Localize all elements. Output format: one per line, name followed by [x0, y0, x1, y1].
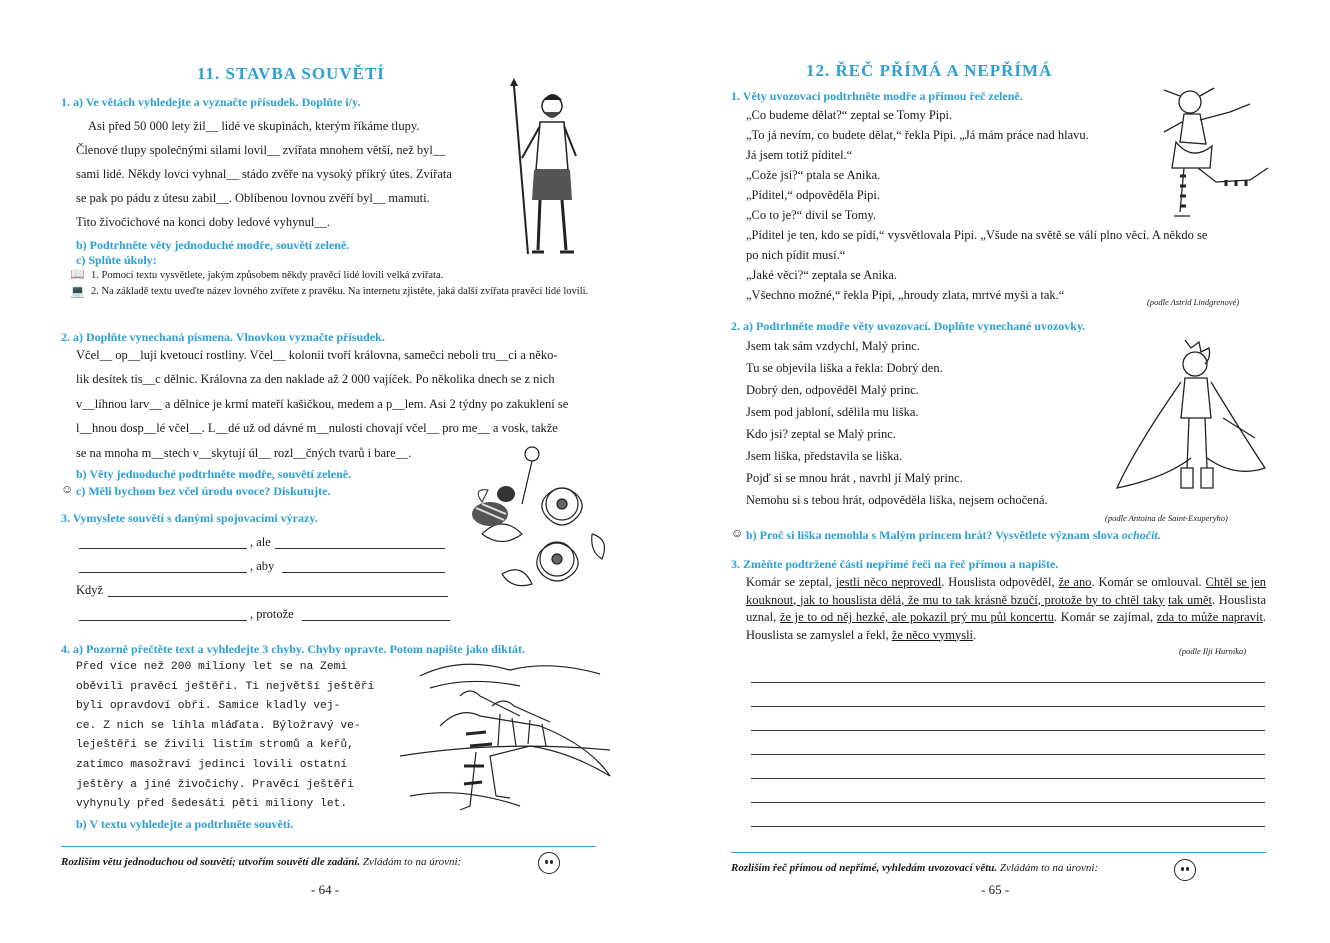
text-line: se na mnoha m__stech v__skytují úl__ rozl__čných tvarů i bare__.	[76, 445, 412, 460]
source-note: (podle Astrid Lindgrenové)	[1147, 297, 1240, 307]
text-line: Pojď si se mnou hrát , navrhl jí Malý princ.	[746, 471, 963, 485]
task-2a: 2. a) Podtrhněte modře věty uvozovací. Doplňte vynechané uvozovky.	[731, 319, 1086, 333]
text-span: zajímal,	[1113, 610, 1154, 624]
task-1a: 1. a) Ve větách vyhledejte a vyznačte přísudek. Doplňte i/y.	[61, 95, 361, 109]
text-line: Kdo jsi? zeptal se Malý princ.	[746, 427, 896, 441]
text-span: . Houslista uznal,	[746, 592, 1266, 624]
task-2b-word: ochočit.	[1121, 528, 1161, 542]
answer-line[interactable]	[302, 620, 450, 621]
footer-level-label: Zvládám to na úrovni:	[999, 862, 1099, 874]
underlined-indirect-speech[interactable]: Chtěl se jen kouknout, jak to houslista dělá, že mu to tak krásně bzučí, protože by to chtěl taky	[746, 575, 1267, 607]
text-line: „Co to je?“ divil se Tomy.	[746, 208, 877, 222]
text-line: Včel__ op__lují kvetoucí rostliny. Včel__ kolonii tvoří královna, samečci neboli tru__ci a něko-	[76, 348, 558, 362]
task-1c: c) Splňte úkoly:	[76, 253, 157, 267]
text-line: Asi před 50 000 lety žil__ lidé ve skupinách, kterým říkáme tlupy.	[88, 119, 420, 133]
task-3: 3. Vymyslete souvětí s danými spojovacími výrazy.	[61, 511, 318, 525]
page-title: 11. STAVBA SOUVĚTÍ	[197, 64, 385, 83]
task-1-text	[76, 114, 452, 234]
discussion-icon: ☺	[61, 482, 74, 496]
connector-word: , protože	[250, 607, 294, 621]
footer-divider	[61, 846, 596, 847]
text-line: „Píditel,“ odpověděla Pipi.	[746, 188, 881, 202]
smiley-icon[interactable]	[538, 852, 560, 874]
text-line: leještěři se živili listím stromů a keřů,	[76, 739, 354, 752]
answer-line[interactable]	[282, 572, 445, 573]
text-span: .	[973, 627, 977, 642]
text-line: Jsem liška, představila se liška.	[746, 449, 903, 463]
text-line: v__líhnou larv__ a dělnice je krmí mateří kašičkou, medem a p__lem. Asi 2 týdny po zakuklení se	[76, 396, 569, 411]
text-line: byli opravdoví obři. Samice kladly vej-	[76, 700, 341, 713]
text-line: „Všechno možné,“ řekla Pipi, „hroudy zlata, mrtvé myši a tak.“	[746, 288, 1065, 302]
task-3: 3. Změňte podtržené části nepřímé řeči na řeč přímou a napište.	[731, 557, 1059, 571]
footer-text	[731, 862, 1098, 874]
page-number: - 64 -	[311, 882, 340, 897]
source-note: (podle Ilji Hurníka)	[1179, 646, 1247, 656]
footer-level-label: Zvládám to na úrovni:	[362, 856, 462, 868]
text-line: Tu se objevila liška a řekla: Dobrý den.	[746, 361, 943, 375]
text-line: „To já nevím, co budete dělat,“ řekla Pipi. „Já mám práce nad hlavu.	[746, 128, 1089, 142]
text-line: po nich pídit musí.“	[746, 248, 846, 262]
text-line: sami lidé. Někdy lovci vyhnal__ stádo zvěře na vysoký příkrý útes. Zvířata	[76, 167, 452, 181]
little-prince-illustration	[1115, 338, 1275, 498]
text-line: l__hnou dosp__lé včel__. L__dé už od dávné m__nulosti chovají včel__ pro me__ a vosk, takže	[76, 421, 558, 436]
writing-line[interactable]	[751, 682, 1265, 683]
task-2b-text: b) Proč si liška nemohla s Malým princem hrát? Vysvětlete význam slova	[746, 528, 1119, 542]
pippi-illustration	[1150, 72, 1275, 222]
text-line: se pak po pádu z útesu zabil__. Oblíbenou lovnou zvěří byl__ mamuti.	[76, 191, 430, 205]
underlined-indirect-speech[interactable]: tak umět	[1168, 592, 1213, 607]
task-2b	[746, 528, 1161, 543]
task-2b: b) Věty jednoduché podtrhněte modře, souvětí zeleně.	[76, 467, 352, 481]
smiley-icon[interactable]	[1174, 859, 1196, 881]
text-line: oběvili pravěcí ještěři. Ti největší ještěři	[76, 680, 375, 693]
footer-goal: Rozliším větu jednoduchou od souvětí; utvořím souvětí dle zadání.	[61, 856, 361, 868]
connector-word: , aby	[250, 559, 275, 573]
underlined-indirect-speech[interactable]: že ano	[1058, 575, 1092, 589]
writing-line[interactable]	[751, 778, 1265, 779]
underlined-indirect-speech[interactable]: že něco vymyslí	[891, 627, 974, 642]
task-2a: 2. a) Doplňte vynechaná písmena. Vlnovkou vyznačte přísudek.	[61, 330, 385, 344]
page-title: 12. ŘEČ PŘÍMÁ A NEPŘÍMÁ	[806, 61, 1053, 80]
text-span: . Komár se	[1053, 610, 1110, 624]
answer-line[interactable]	[79, 572, 247, 573]
footer-goal: Rozliším řeč přímou od nepřímé, vyhledám uvozovací větu.	[731, 862, 998, 874]
text-line: Tito živočichové na konci doby ledové vyhynul__.	[76, 215, 331, 229]
answer-line[interactable]	[108, 596, 448, 597]
footer-divider	[731, 852, 1266, 853]
connector-word: , ale	[250, 535, 271, 549]
bee-flower-illustration	[462, 444, 612, 594]
task-1: 1. Věty uvozovací podtrhněte modře a přímou řeč zeleně.	[731, 89, 1023, 103]
task-1c-item-1: 1. Pomocí textu vysvětlete, jakým způsobem někdy pravěcí lidé lovili velká zvířata.	[91, 270, 444, 281]
text-line: „Co budeme dělat?“ zeptal se Tomy Pipi.	[746, 108, 953, 122]
underlined-indirect-speech[interactable]: že je to od něj hezké, ale pokazil prý mu půl koncertu	[779, 610, 1054, 624]
text-line: lik desítek tis__c dělnic. Královna za den naklade až 2 000 vajíček. Po několika dnech se z nich	[76, 372, 555, 387]
underlined-indirect-speech[interactable]: zda to může napravit	[1156, 610, 1263, 624]
writing-line[interactable]	[751, 802, 1265, 803]
task-2c: c) Měli bychom bez včel úrodu ovoce? Diskutujte.	[76, 484, 331, 498]
task-4-text	[76, 658, 374, 815]
task-3-paragraph	[746, 574, 1266, 644]
answer-line[interactable]	[79, 548, 247, 549]
text-line: „Jaké věci?“ zeptala se Anika.	[746, 268, 897, 282]
footer-text	[61, 856, 461, 868]
text-span: Komár se zeptal,	[746, 575, 832, 589]
text-line: zatímco masožraví jedinci lovili ostatní	[76, 758, 348, 771]
task-4a: 4. a) Pozorně přečtěte text a vyhledejte 3 chyby. Chyby opravte. Potom napište jako diktát.	[61, 642, 525, 656]
answer-line[interactable]	[275, 548, 445, 549]
text-line: ještěry a jiné živočichy. Pravěcí ještěři	[76, 778, 354, 791]
writing-line[interactable]	[751, 826, 1265, 827]
text-span: . Komár se omlouval.	[1091, 575, 1202, 589]
underlined-indirect-speech[interactable]: jestli něco neprovedl	[835, 575, 942, 589]
connector-word: Když	[76, 583, 104, 597]
writing-line[interactable]	[751, 706, 1265, 707]
page-number: - 65 -	[981, 882, 1010, 897]
text-line: Nemohu si s tebou hrát, odpověděla liška, nejsem ochočená.	[746, 493, 1048, 507]
text-line: Jsem pod jabloní, sdělila mu liška.	[746, 405, 919, 419]
text-line: Dobrý den, odpověděl Malý princ.	[746, 383, 919, 397]
task-1b: b) Podtrhněte věty jednoduché modře, souvětí zeleně.	[76, 238, 350, 252]
text-line: Před více než 200 miliony let se na Zemi	[76, 661, 348, 673]
book-icon: 📖	[70, 267, 85, 281]
task-4b: b) V textu vyhledejte a podtrhněte souvětí.	[76, 817, 294, 831]
writing-line[interactable]	[751, 730, 1265, 731]
text-line: „Cože jsi?“ ptala se Anika.	[746, 168, 881, 182]
dinosaur-illustration	[400, 656, 615, 836]
task-1-text	[746, 105, 1207, 305]
text-line: Já jsem totiž píditel.“	[746, 148, 853, 162]
task-1c-item-2: 2. Na základě textu uveďte název lovného zvířete z pravěku. Na internetu zjistěte, jaká další zvířata pravěcí lidé lovili.	[91, 286, 589, 297]
source-note: (podle Antoina de Saint-Exuperyho)	[1105, 513, 1228, 523]
discussion-icon: ☺	[731, 526, 744, 540]
text-span: . Houslista se zamyslel a řekl,	[746, 610, 1267, 642]
text-span: . Houslista odpověděl,	[941, 575, 1055, 589]
writing-line[interactable]	[751, 754, 1265, 755]
right-page	[665, 0, 1330, 943]
text-line: „Píditel je ten, kdo se pídí,“ vysvětlovala Pipi. „Všude na světě se válí plno věcí. A někdo se	[746, 228, 1208, 242]
text-line: vyhynuly před šedesáti pěti miliony let.	[76, 798, 348, 811]
text-line: Jsem tak sám vzdychl, Malý princ.	[746, 339, 920, 353]
caveman-illustration	[500, 78, 600, 258]
task-2-text	[746, 335, 1048, 511]
text-line: ce. Z nich se líhla mláďata. Býložravý ve-	[76, 719, 361, 732]
computer-icon: 💻	[70, 284, 85, 298]
answer-line[interactable]	[79, 620, 247, 621]
text-line: Členové tlupy společnými silami lovil__ zvířata mnohem větší, než byl__	[76, 143, 446, 157]
